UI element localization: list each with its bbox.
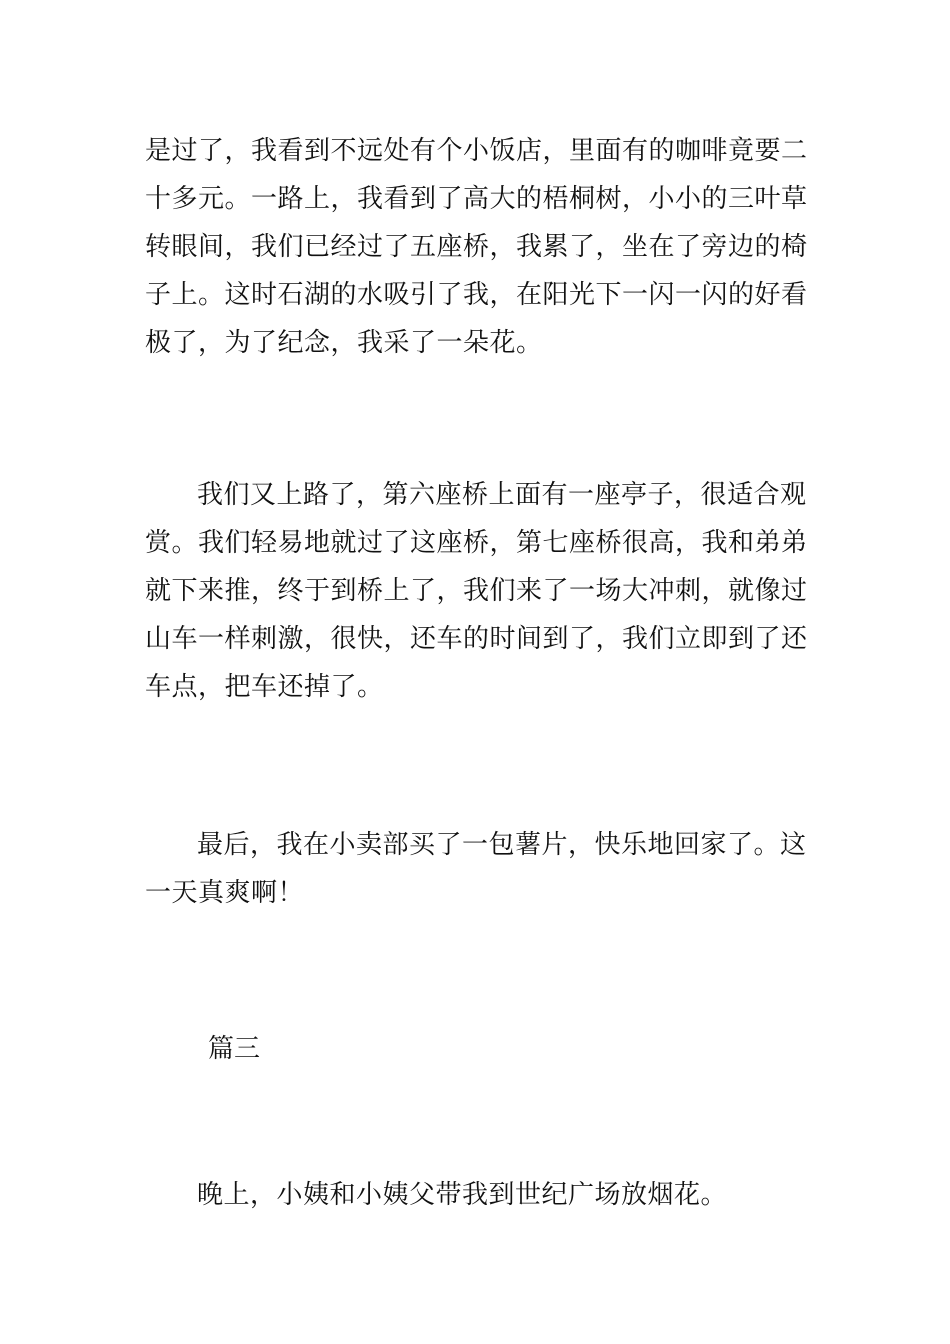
text-line: 车点，把车还掉了。 (145, 672, 384, 702)
text-line: 十多元。一路上，我看到了高大的梧桐树，小小的三叶草 (145, 184, 808, 214)
text-line: 赏。我们轻易地就过了这座桥，第七座桥很高，我和弟弟 (145, 528, 808, 558)
text-line: 是过了，我看到不远处有个小饭店，里面有的咖啡竟要二 (145, 136, 808, 166)
paragraph-bridges-five (145, 127, 807, 367)
paragraph-bridges-six-seven (145, 471, 807, 711)
text-line: 子上。这时石湖的水吸引了我，在阳光下一闪一闪的好看 (145, 280, 808, 310)
text-line: 晚上，小姨和小姨父带我到世纪广场放烟花。 (197, 1180, 728, 1210)
section-heading: 篇三 (208, 1034, 261, 1064)
text-line: 就下来推，终于到桥上了，我们来了一场大冲刺，就像过 (145, 576, 808, 606)
text-line: 极了，为了纪念，我采了一朵花。 (145, 328, 543, 358)
text-line: 一天真爽啊！ (145, 878, 305, 908)
text-line: 我们又上路了，第六座桥上面有一座亭子，很适合观 (197, 480, 807, 510)
paragraph-fireworks (145, 1171, 807, 1219)
text-line: 转眼间，我们已经过了五座桥，我累了，坐在了旁边的椅 (145, 232, 808, 262)
text-line: 最后，我在小卖部买了一包薯片，快乐地回家了。这 (197, 830, 807, 860)
paragraph-ending (145, 821, 807, 917)
text-line: 山车一样刺激，很快，还车的时间到了，我们立即到了还 (145, 624, 808, 654)
